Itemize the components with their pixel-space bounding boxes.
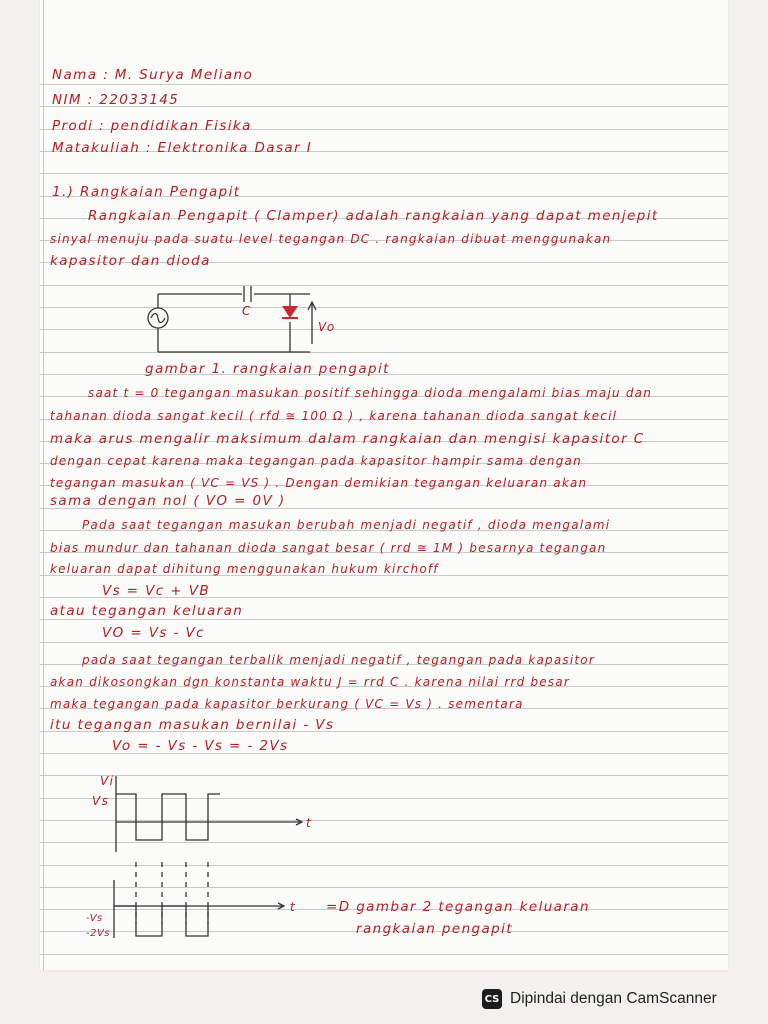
figure1-caption: gambar 1. rangkaian pengapit bbox=[145, 361, 390, 377]
prodi-line: Prodi : pendidikan Fisika bbox=[52, 118, 252, 134]
paragraph3-line3: keluaran dapat dihitung menggunakan hukum kirchoff bbox=[50, 562, 439, 576]
vo-label: Vo bbox=[318, 320, 336, 334]
equation-kirchoff: Vs = Vc + VB bbox=[102, 583, 211, 599]
paragraph4-line1: pada saat tegangan terbalik menjadi negatif , tegangan pada kapasitor bbox=[82, 653, 595, 667]
name-line: Nama : M. Surya Meliano bbox=[52, 67, 254, 83]
paragraph2-line1: saat t = 0 tegangan masukan positif sehingga dioda mengalami bias maju dan bbox=[88, 386, 652, 400]
paragraph2-line4: dengan cepat karena maka tegangan pada kapasitor hampir sama dengan bbox=[50, 454, 582, 468]
time-axis-label-bottom: t bbox=[290, 900, 297, 914]
figure2-caption-line2: rangkaian pengapit bbox=[356, 921, 513, 937]
paragraph4-line4: itu tegangan masukan bernilai - Vs bbox=[50, 717, 335, 733]
course-line: Matakuliah : Elektronika Dasar I bbox=[52, 140, 313, 156]
paragraph1-line3: kapasitor dan dioda bbox=[50, 253, 211, 269]
paragraph1-line2: sinyal menuju pada suatu level tegangan DC . rangkaian dibuat menggunakan bbox=[50, 232, 612, 246]
scanner-watermark bbox=[470, 984, 768, 1014]
waveform-diagram bbox=[100, 772, 330, 942]
vs-level-label: Vs bbox=[92, 794, 110, 808]
diode-symbol bbox=[282, 306, 298, 318]
ruled-line bbox=[40, 642, 728, 643]
camscanner-text: Dipindai dengan CamScanner bbox=[510, 990, 717, 1007]
paragraph3-line2: bias mundur dan tahanan dioda sangat besar ( rrd ≅ 1M ) besarnya tegangan bbox=[50, 541, 607, 555]
paragraph2-line6: sama dengan nol ( VO = 0V ) bbox=[50, 493, 286, 509]
equation-output: VO = Vs - Vc bbox=[102, 625, 205, 641]
camscanner-logo-icon: CS bbox=[482, 989, 502, 1009]
neg-2vs-label: -2Vs bbox=[86, 928, 111, 939]
ruled-line bbox=[40, 954, 728, 955]
equation-intro: atau tegangan keluaran bbox=[50, 603, 244, 619]
paragraph2-line2: tahanan dioda sangat kecil ( rfd ≅ 100 Ω ) , karena tahanan dioda sangat kecil bbox=[50, 409, 618, 423]
figure2-caption-line1: =D gambar 2 tegangan keluaran bbox=[326, 899, 590, 915]
nim-line: NIM : 22033145 bbox=[52, 92, 180, 108]
ruled-line bbox=[40, 173, 728, 174]
paragraph2-line5: tegangan masukan ( VC = VS ) . Dengan demikian tegangan keluaran akan bbox=[50, 476, 588, 490]
neg-vs-label: -Vs bbox=[86, 913, 103, 924]
time-axis-label-top: t bbox=[306, 816, 313, 830]
paragraph4-line2: akan dikosongkan dgn konstanta waktu J = rrd C . karena nilai rrd besar bbox=[50, 675, 570, 689]
paragraph3-line1: Pada saat tegangan masukan berubah menjadi negatif , dioda mengalami bbox=[82, 518, 611, 532]
vi-axis-label: Vi bbox=[100, 774, 115, 788]
paragraph1-line1: Rangkaian Pengapit ( Clamper) adalah rangkaian yang dapat menjepit bbox=[88, 208, 659, 224]
ruled-line bbox=[40, 84, 728, 85]
capacitor-label: C bbox=[242, 304, 252, 318]
paragraph4-line3: maka tegangan pada kapasitor berkurang ( VC = Vs ) . sementara bbox=[50, 697, 524, 711]
paragraph2-line3: maka arus mengalir maksimum dalam rangkaian dan mengisi kapasitor C bbox=[50, 431, 645, 447]
equation-final: Vo = - Vs - Vs = - 2Vs bbox=[112, 738, 289, 754]
section-title: 1.) Rangkaian Pengapit bbox=[52, 184, 241, 200]
